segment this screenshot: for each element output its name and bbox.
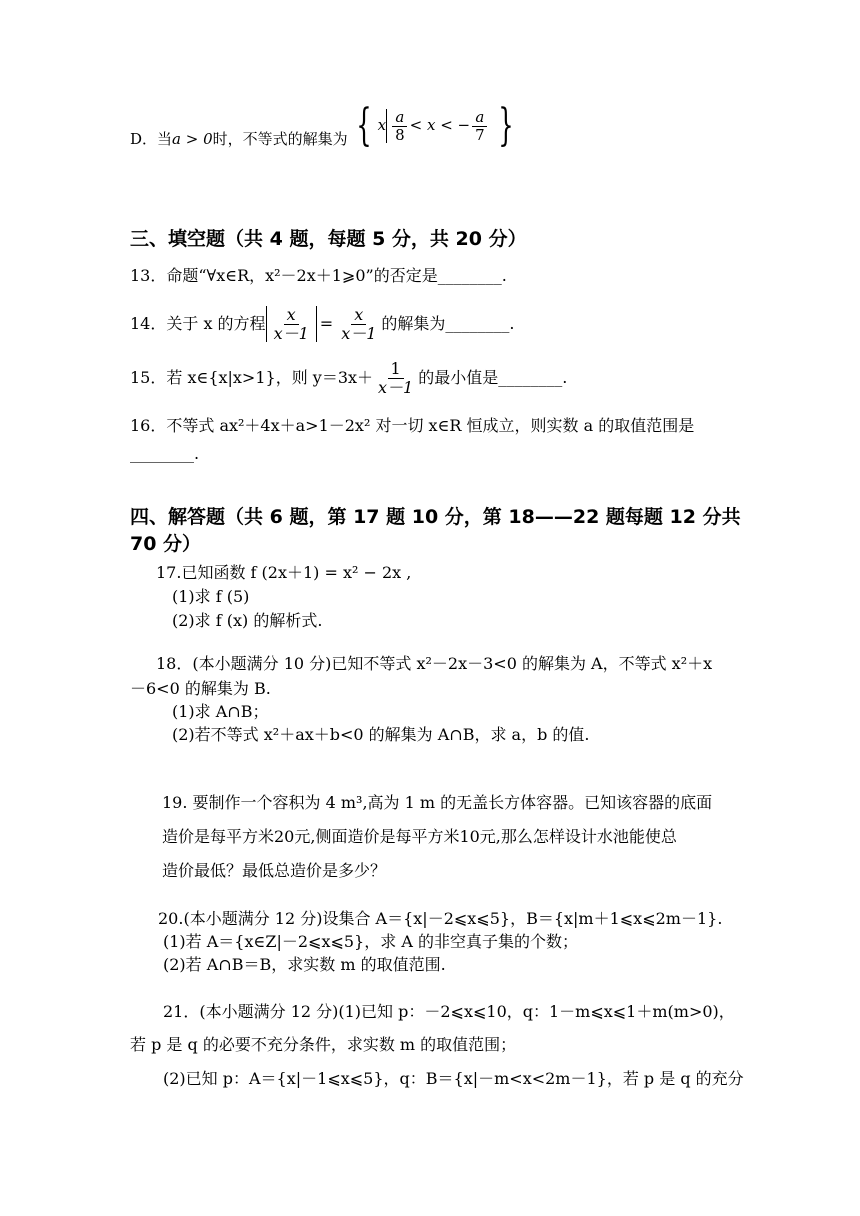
- fraction-hi: $\frac{a}{7}$: [472, 109, 488, 143]
- section-4-heading-line1: 四、解答题（共 6 题，第 17 题 10 分，第 18——22 题每题 12 分共: [130, 506, 741, 528]
- question-19-line2: 造价是每平方米20元,侧面造价是每平方米10元,那么怎样设计水池能使总: [162, 827, 677, 846]
- option-d: [130, 100, 520, 162]
- question-21-line1: 21．(本小题满分 12 分)(1)已知 p：－2⩽x⩽10，q：1－m⩽x⩽1＋m(m>0)，: [163, 1002, 735, 1021]
- question-21-line2: 若 p 是 q 的必要不充分条件，求实数 m 的取值范围；: [130, 1035, 517, 1054]
- question-18-part2: (2)若不等式 x²＋ax＋b<0 的解集为 A∩B，求 a，b 的值.: [172, 725, 590, 744]
- question-20-line1: 20.(本小题满分 12 分)设集合 A＝{x|－2⩽x⩽5}，B＝{x|m＋1⩽x⩽2m－1}.: [158, 909, 723, 928]
- question-17: 17.已知函数 f (2x＋1) = x² − 2x ,: [156, 563, 412, 582]
- solution-set: { x $\frac{a}{8}$ < x < − $\frac{a}{7}$ }: [355, 100, 514, 151]
- option-d-mid: 时，不等式的解集为: [212, 130, 348, 148]
- question-15: 15．若 x∈{x|x>1}，则 y＝3x＋ $\frac{1}{x-1}$ 的最小值是________.: [130, 359, 568, 397]
- question-19-line1: 19. 要制作一个容积为 4 m³,高为 1 m 的无盖长方体容器。已知该容器的底面: [162, 793, 713, 812]
- question-20-part1: (1)若 A＝{x∈Z|－2⩽x⩽5}，求 A 的非空真子集的个数；: [163, 932, 578, 951]
- question-14: 14．关于 x 的方程 $\frac{x}{x-1}$ = $\frac{x}{x-1}$ 的解集为________.: [130, 305, 515, 343]
- question-18-line1: 18．(本小题满分 10 分)已知不等式 x²－2x－3<0 的解集为 A，不等式 x²＋x: [156, 654, 713, 673]
- option-d-condition: a > 0: [172, 130, 213, 148]
- question-19-line3: 造价最低？最低总造价是多少？: [162, 861, 387, 880]
- option-d-prefix: D．当: [130, 130, 173, 148]
- question-17-part2: (2)求 f (x) 的解析式.: [172, 611, 323, 630]
- question-17-part1: (1)求 f (5): [172, 587, 250, 606]
- section-3-heading: 三、填空题（共 4 题，每题 5 分，共 20 分）: [130, 228, 527, 250]
- question-21-line3: (2)已知 p：A＝{x|－1⩽x⩽5}，q：B＝{x|－m<x<2m－1}，若 p 是 q 的充分: [163, 1069, 744, 1088]
- question-16-line1: 16．不等式 ax²＋4x＋a>1－2x² 对一切 x∈R 恒成立，则实数 a 的取值范围是: [130, 416, 695, 435]
- abs-fraction: $\frac{x}{x-1}$: [266, 306, 317, 342]
- question-20-part2: (2)若 A∩B＝B，求实数 m 的取值范围.: [163, 955, 446, 974]
- question-18-line2: －6<0 的解集为 B.: [130, 679, 271, 698]
- fraction-lo: $\frac{a}{8}$: [392, 109, 408, 143]
- section-4-heading-line2: 70 分）: [130, 533, 202, 555]
- question-18-part1: (1)求 A∩B；: [172, 702, 269, 721]
- question-13: 13．命题“∀x∈R，x²－2x＋1⩾0”的否定是________.: [130, 266, 507, 285]
- question-16-line2: ________.: [130, 444, 200, 463]
